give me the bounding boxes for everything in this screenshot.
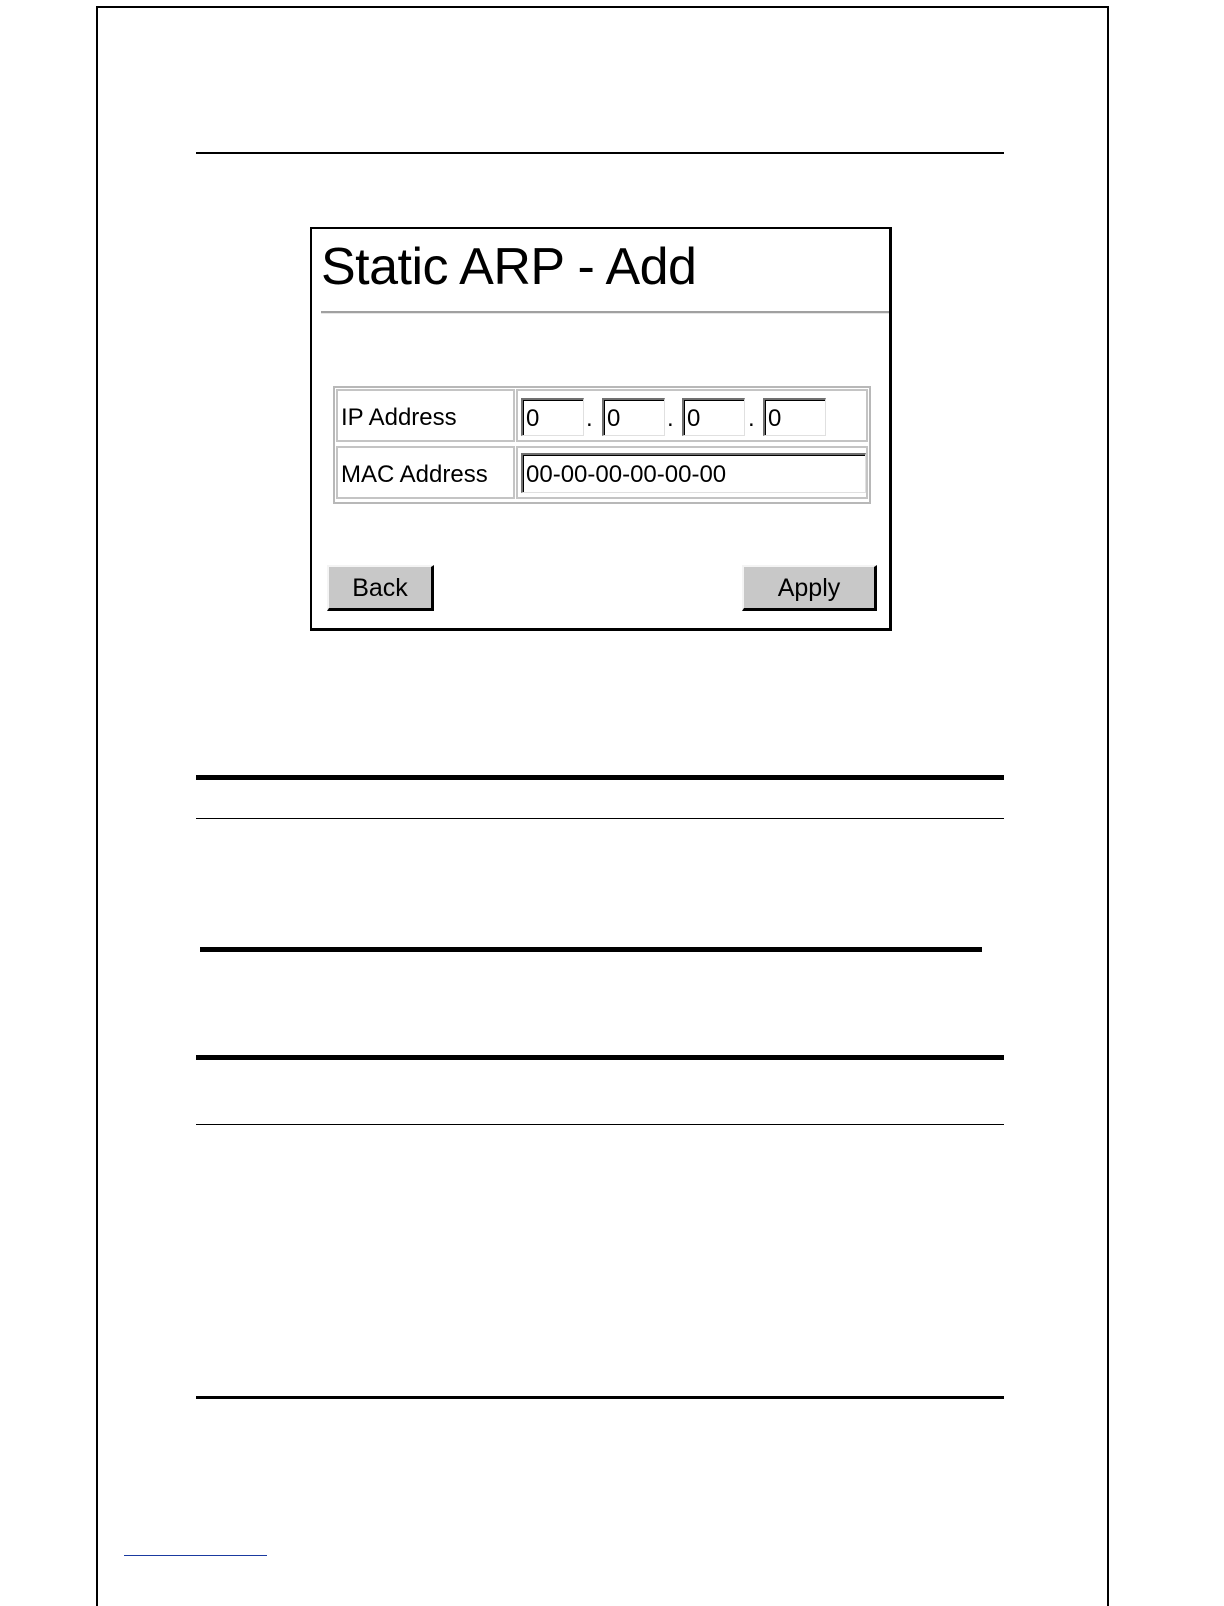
mac-address-input[interactable] [521,453,866,493]
mac-address-value-cell [516,446,868,499]
ip-address-value-cell [516,389,868,442]
ip-address-label: IP Address [341,404,457,431]
static-arp-add-dialog [310,227,892,631]
dialog-title: Static ARP - Add [321,238,697,296]
mac-address-row [335,445,869,502]
ip-address-row [335,388,869,445]
section-rule-thin [196,1124,1004,1125]
title-divider [321,311,889,314]
section-rule-thick [196,1055,1004,1060]
apply-button[interactable]: Apply [742,565,877,611]
ip-octet-4-input[interactable] [763,398,826,436]
ip-address-label-cell [336,389,515,442]
back-button[interactable]: Back [327,565,434,611]
ip-octet-3-input[interactable] [682,398,745,436]
mac-address-label-cell [336,446,515,499]
section-rule-thick [196,775,1004,780]
mac-address-label: MAC Address [341,461,488,488]
divider-rule-thick [200,947,982,952]
arp-entry-form [333,386,871,504]
ip-separator: . [748,405,755,432]
footer-link-underline[interactable] [124,1555,267,1556]
ip-separator: . [667,405,674,432]
bottom-rule [196,1396,1004,1399]
ip-separator: . [586,405,593,432]
ip-octet-2-input[interactable] [602,398,665,436]
section-rule-thin [196,818,1004,819]
header-rule [196,152,1004,154]
ip-octet-1-input[interactable] [521,398,584,436]
